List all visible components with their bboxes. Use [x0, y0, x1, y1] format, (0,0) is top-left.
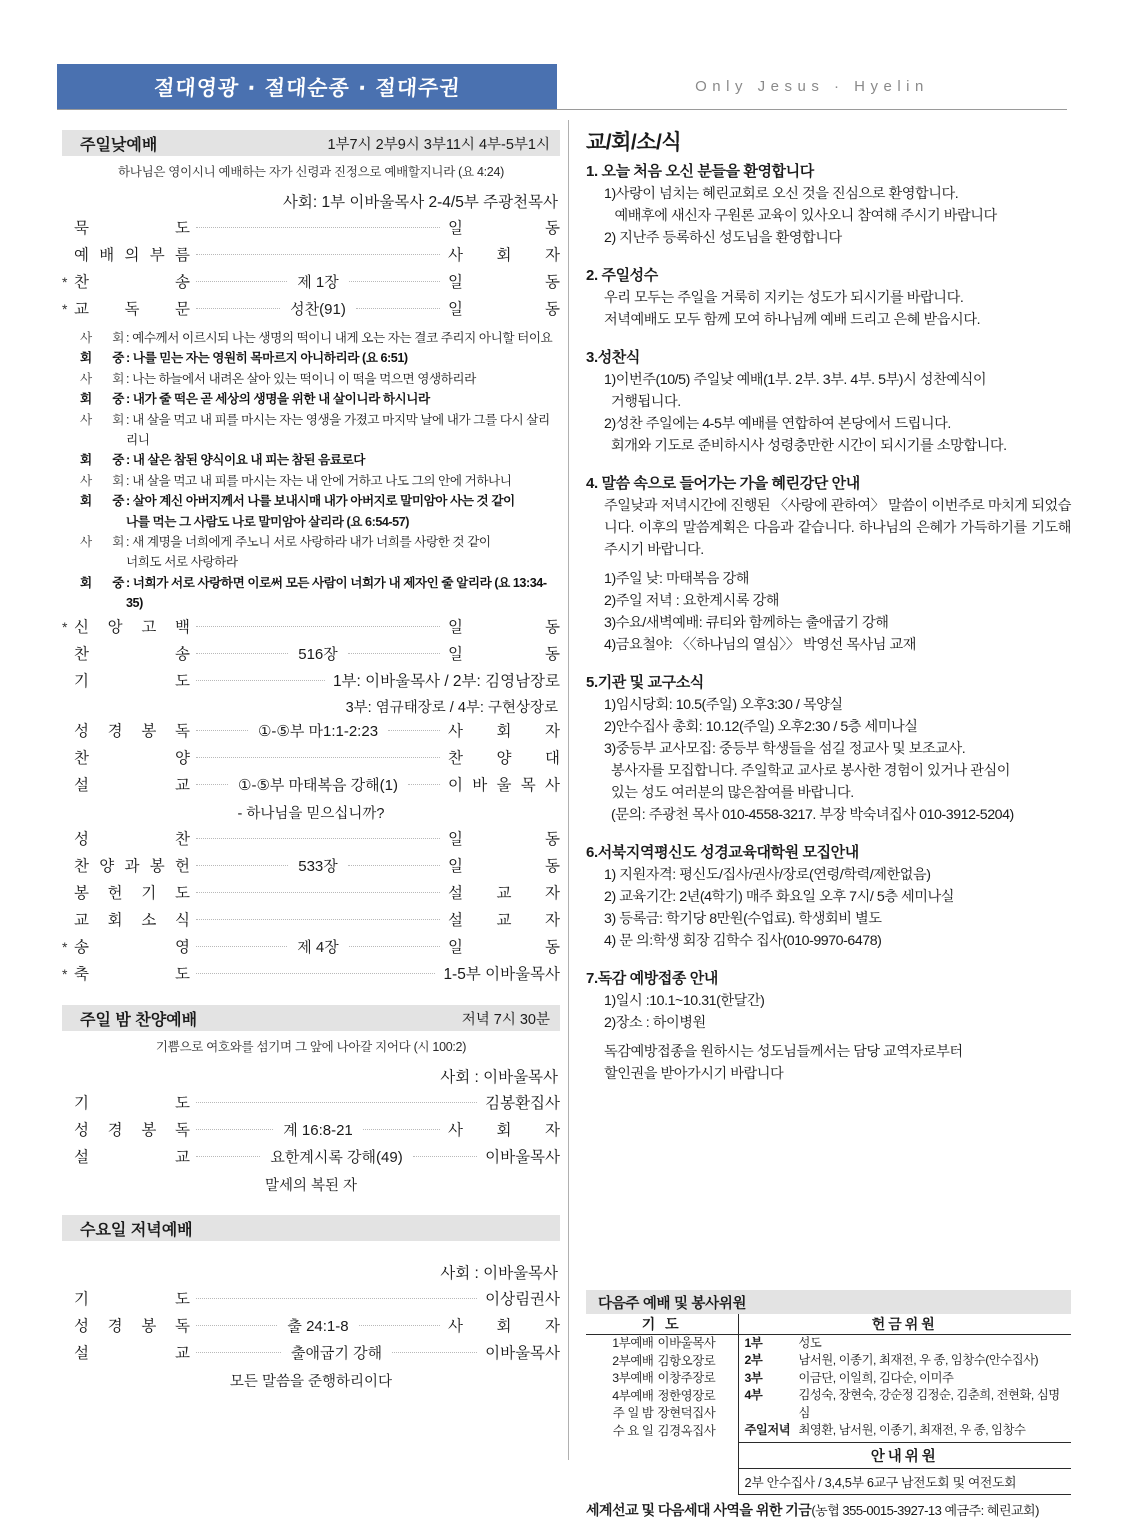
order-dots	[196, 308, 280, 309]
prayer-column-header: 기 도	[586, 1314, 738, 1335]
sermon-subtitle-day: - 하나님을 믿으십니까?	[237, 806, 385, 823]
announcement-line: 1)주일 낮: 마태복음 강해	[604, 571, 749, 587]
responsive-role: 회 중	[80, 453, 124, 468]
guide-column-header: 안내위원	[739, 1442, 1072, 1469]
responsive-line	[62, 573, 560, 614]
order-dots	[196, 1102, 477, 1103]
order-name: 성 경 봉 독	[74, 723, 190, 741]
order-row	[62, 1118, 560, 1145]
order-detail: 516장	[298, 646, 338, 664]
order-name: 설 교	[74, 1149, 190, 1167]
responsive-line	[62, 471, 560, 491]
order-who: 일 동	[448, 274, 560, 291]
order-name: 축 도	[74, 966, 190, 984]
slogan-banner	[57, 64, 557, 109]
sunday-night-title: 주일 밤 찬양예배	[80, 1011, 198, 1029]
order-dots	[348, 653, 440, 654]
order-dots	[196, 973, 435, 974]
responsive-role: 사 회	[80, 371, 124, 386]
announcement-line: 2)주일 저녁 : 요한계시록 강해	[604, 593, 779, 609]
guide-body: 2부 안수집사 / 3,4,5부 6교구 남전도회 및 여전도회	[739, 1469, 1072, 1495]
announcement-line: 1)일시 :10.1~10.31(한달간)	[604, 993, 765, 1009]
announcement-line: 있는 성도 여러분의 많은참여를 바랍니다.	[604, 785, 854, 801]
prayer-row	[586, 1388, 738, 1406]
prayer-service-label: 1부예배	[612, 1336, 654, 1350]
order-detail: 출 24:1-8	[287, 1318, 349, 1336]
responsive-role: 사 회	[80, 534, 124, 549]
order-list-a	[62, 216, 560, 324]
order-row	[62, 1314, 560, 1341]
prayer-row	[586, 1370, 738, 1388]
order-who: 사 회 자	[448, 1122, 560, 1140]
prayer-row	[586, 1353, 738, 1371]
order-dots	[349, 281, 440, 282]
announcement-line: 2) 지난주 등록하신 성도님을 환영합니다	[604, 230, 842, 246]
order-detail: 533장	[298, 858, 338, 876]
announcement-item	[586, 671, 1071, 826]
responsive-text: : 새 계명을 너희에게 주노니 서로 사랑하라 내가 너희를 사랑한 것 같이	[126, 534, 491, 549]
sunday-night-verse: 기쁨으로 여호와를 섬기며 그 앞에 나아갈 지어다 (시 100:2)	[155, 1040, 467, 1055]
announcement-line: (문의: 주광천 목사 010-4558-3217. 부장 박숙녀집사 010-3912-5204)	[604, 807, 1014, 823]
offering-people: 김성숙, 장현숙, 강순정 김정순, 김춘희, 전현화, 심명심	[798, 1388, 1060, 1420]
right-column	[586, 126, 1071, 1100]
prayer-person: 김경옥집사	[657, 1424, 716, 1439]
order-dots	[196, 838, 440, 839]
offering-row	[739, 1352, 1072, 1369]
order-detail: 요한계시록 강해(49)	[270, 1149, 403, 1167]
order-row	[62, 243, 560, 270]
sunday-night-times: 저녁 7시 30분	[461, 1011, 550, 1028]
order-who: 사 회 자	[448, 247, 560, 264]
announcement-heading: 1. 오늘 처음 오신 분들을 환영합니다	[586, 163, 814, 180]
announcement-line: 1) 지원자격: 평신도/집사/권사/장로(연령/학력/제한없음)	[604, 867, 931, 883]
wednesday-leader: 사회 : 이바울목사	[440, 1265, 558, 1283]
sunday-night-leader: 사회 : 이바울목사	[440, 1069, 558, 1087]
announcement-line: 봉사자를 모집합니다. 주일학교 교사로 봉사한 경험이 있거나 관심이	[604, 763, 1011, 779]
prayer-service-label: 수 요 일	[612, 1424, 654, 1439]
announcement-item	[586, 967, 1071, 1085]
order-dots	[196, 227, 440, 228]
order-name: 성 찬	[74, 831, 190, 849]
offering-service-label: 3부	[744, 1370, 763, 1385]
announcement-line: 3)중등부 교사모집: 중등부 학생들을 섬길 정교사 및 보조교사.	[604, 741, 966, 757]
announcement-line: 우리 모두는 주일을 거룩히 지키는 성도가 되시기를 바랍니다.	[604, 290, 964, 306]
offering-people: 남서원, 이종기, 최재전, 우 종, 임창수(안수집사)	[798, 1353, 1039, 1368]
announcement-line: 2)성찬 주일에는 4-5부 예배를 연합하여 본당에서 드립니다.	[604, 416, 951, 432]
order-list-night	[62, 1091, 560, 1172]
order-row	[62, 881, 560, 908]
prayer-row	[586, 1335, 738, 1353]
order-dots	[196, 946, 287, 947]
announcement-line: 1)사랑이 넘치는 혜린교회로 오신 것을 진심으로 환영합니다.	[604, 186, 959, 202]
announcement-line: 2)장소 : 하이병원	[604, 1015, 706, 1031]
announcement-line: 4) 문 의:학생 회장 김학수 집사(010-9970-6478)	[604, 933, 882, 949]
announcement-heading: 7.독감 예방접종 안내	[586, 970, 718, 987]
order-name: 송 영	[74, 939, 190, 957]
fund-note-account: (농협 355-0015-3927-13 예금주: 혜린교회)	[811, 1502, 1039, 1518]
duty-table-grid	[586, 1314, 1071, 1495]
order-who: 설 교 자	[448, 885, 560, 903]
order-row	[62, 270, 560, 297]
responsive-reading	[62, 328, 560, 613]
prayer-person: 이바울목사	[657, 1336, 716, 1350]
responsive-role: 회 중	[80, 575, 124, 590]
order-row	[62, 827, 560, 854]
offering-row	[739, 1422, 1072, 1439]
order-star: *	[62, 619, 68, 636]
announcement-trailing-line: 할인권을 받아가시기 바랍니다	[604, 1066, 784, 1082]
order-name: 신 앙 고 백	[74, 619, 190, 637]
sunday-day-times: 1부7시 2부9시 3부11시 4부-5부1시	[327, 136, 550, 153]
responsive-role: 회 중	[80, 494, 124, 509]
order-name: 교 독 문	[74, 301, 190, 318]
order-detail: 제 1장	[297, 274, 339, 291]
order-name: 기 도	[74, 1291, 190, 1309]
prayer-service-label: 주 일 밤	[612, 1406, 654, 1421]
announcement-line: 3)수요/새벽예배: 큐티와 함께하는 출애굽기 강해	[604, 615, 889, 631]
responsive-line	[62, 450, 560, 470]
order-dots	[196, 919, 440, 920]
offering-service-label: 4부	[744, 1388, 763, 1403]
order-star: *	[62, 274, 68, 290]
announcement-line: 예배후에 새신자 구원론 교육이 있사오니 참여해 주시기 바랍니다	[604, 208, 997, 224]
order-name: 봉 헌 기 도	[74, 885, 190, 903]
announcement-line: 2)안수집사 총회: 10.12(주일) 오후2:30 / 5층 세미나실	[604, 719, 918, 735]
announcement-heading: 2. 주일성수	[586, 267, 658, 284]
column-divider	[568, 120, 569, 1460]
announcement-trailing-line: 독감예방접종을 원하시는 성도님들께서는 담당 교역자로부터	[604, 1044, 963, 1060]
order-row	[62, 746, 560, 773]
responsive-text: : 나를 믿는 자는 영원히 목마르지 아니하리라 (요 6:51)	[126, 351, 408, 366]
sermon-subtitle-night: 말세의 복된 자	[264, 1178, 358, 1195]
section-header-wednesday	[62, 1215, 560, 1241]
announcement-heading: 3.성찬식	[586, 349, 640, 366]
order-row	[62, 773, 560, 800]
order-name: 찬 양 과 봉 헌	[74, 858, 190, 876]
offering-people: 최영환, 남서원, 이종기, 최재전, 우 종, 임창수	[798, 1423, 1026, 1438]
order-dots	[363, 1129, 440, 1130]
slogan-text: 절대영광 · 절대순종 · 절대주권	[152, 75, 462, 100]
announcement-item	[586, 472, 1071, 656]
announcements-list	[586, 160, 1071, 1100]
order-row	[62, 1287, 560, 1314]
order-dots	[408, 784, 440, 785]
header-divider	[57, 109, 1067, 110]
order-row	[62, 854, 560, 881]
order-dots	[196, 1325, 277, 1326]
responsive-text: : 너희가 서로 사랑하면 이로써 모든 사람이 너희가 내 제자인 줄 알리라 (요 13:34-35)	[126, 575, 547, 611]
order-dots	[196, 1156, 260, 1157]
order-row	[62, 908, 560, 935]
order-detail: 성찬(91)	[290, 301, 346, 318]
order-dots	[348, 865, 440, 866]
page-header	[57, 64, 1067, 109]
order-who: 이 바 울 목 사	[448, 777, 560, 795]
order-name: 기 도	[74, 673, 190, 691]
prayer-row	[586, 1423, 738, 1441]
prayer-person: 이창주장로	[657, 1371, 716, 1386]
announcement-line: 1)이번주(10/5) 주일낮 예배(1부. 2부. 3부. 4부. 5부)시 성찬예식이	[604, 372, 987, 388]
offering-people: 성도	[798, 1336, 822, 1350]
responsive-text: : 살아 계신 아버지께서 나를 보내시매 내가 아버지로 말미암아 사는 것 같이	[126, 494, 515, 509]
announcement-item	[586, 841, 1071, 952]
prayer-line-2: 3부: 염규태장로 / 4부: 구현상장로	[345, 700, 558, 717]
order-name: 교 회 소 식	[74, 912, 190, 930]
announcement-heading: 5.기관 및 교구소식	[586, 674, 704, 691]
offering-row	[739, 1335, 1072, 1352]
order-who: 김봉환집사	[485, 1095, 560, 1113]
order-detail: ①-⑤부 마태복음 강해(1)	[238, 777, 398, 795]
offering-row	[739, 1387, 1072, 1422]
responsive-line	[62, 348, 560, 368]
order-dots	[196, 1129, 273, 1130]
order-row	[62, 719, 560, 746]
order-row	[62, 935, 560, 962]
order-dots	[196, 680, 325, 681]
sunday-day-verse: 하나님은 영이시니 예배하는 자가 신령과 진정으로 예배할지니라 (요 4:24)	[118, 165, 504, 179]
order-row	[62, 216, 560, 243]
order-dots	[196, 1298, 477, 1299]
sermon-subtitle-wed: 모든 말씀을 준행하리이다	[229, 1374, 393, 1391]
order-dots	[196, 653, 288, 654]
order-dots	[196, 1352, 281, 1353]
order-row	[62, 1091, 560, 1118]
order-dots	[196, 892, 440, 893]
order-who: 사 회 자	[448, 1318, 560, 1336]
offering-people: 이금단, 이일희, 김다순, 이미주	[798, 1370, 954, 1385]
order-who: 일 동	[448, 619, 560, 637]
sunday-day-leader: 사회: 1부 이바울목사 2-4/5부 주광천목사	[282, 194, 558, 211]
order-dots	[196, 784, 228, 785]
responsive-role: 사 회	[80, 473, 124, 488]
responsive-line-cont: 너희도 서로 사랑하라	[126, 555, 238, 570]
announcement-item	[586, 264, 1071, 331]
responsive-text: : 내 살을 먹고 내 피를 마시는 자는 내 안에 거하고 나도 그의 안에 거하나니	[126, 473, 512, 488]
order-list-wed	[62, 1287, 560, 1368]
order-dots	[359, 1325, 440, 1326]
offering-row	[739, 1370, 1072, 1387]
order-row	[62, 642, 560, 669]
order-name: 찬 송	[74, 646, 190, 664]
order-name: 묵 도	[74, 220, 190, 237]
offering-cell	[738, 1335, 1071, 1495]
responsive-text: : 내가 줄 떡은 곧 세상의 생명을 위한 내 살이니라 하시니라	[126, 392, 430, 407]
announcements-title: 교/회/소/식	[586, 131, 682, 154]
responsive-text: : 예수께서 이르시되 나는 생명의 떡이니 내게 오는 자는 결코 주리지 아니할 터이요	[126, 331, 553, 345]
announcement-line: 3) 등록금: 학기당 8만원(수업료). 학생회비 별도	[604, 911, 882, 927]
order-row	[62, 615, 560, 642]
section-header-sunday-night	[62, 1005, 560, 1031]
announcement-heading: 4. 말씀 속으로 들어가는 가을 혜린강단 안내	[586, 475, 860, 492]
announcement-item	[586, 346, 1071, 457]
offering-service-label: 주일저녁	[744, 1423, 791, 1438]
order-dots	[196, 730, 248, 731]
order-who: 이바울목사	[485, 1149, 560, 1167]
order-star: *	[62, 939, 68, 956]
prayer-service-label: 3부예배	[612, 1371, 654, 1386]
order-who: 일 동	[448, 646, 560, 664]
order-detail: 계 16:8-21	[283, 1122, 353, 1140]
order-who: 이상림권사	[485, 1291, 560, 1309]
order-dots	[356, 308, 440, 309]
section-header-sunday-day	[62, 130, 560, 156]
sunday-day-title: 주일낮예배	[80, 136, 158, 154]
order-who: 일 동	[448, 220, 560, 237]
announcement-line: 1)임시당회: 10.5(주일) 오후3:30 / 목양실	[604, 697, 843, 713]
announcement-line: 2) 교육기간: 2년(4학기) 매주 화요일 오후 7시/ 5층 세미나실	[604, 889, 955, 905]
order-detail: ①-⑤부 마1:1-2:23	[257, 723, 379, 741]
responsive-role: 회 중	[80, 392, 124, 407]
order-dots	[196, 254, 440, 255]
announcement-item	[586, 160, 1071, 249]
order-who: 일 동	[448, 858, 560, 876]
order-row	[62, 1341, 560, 1368]
wednesday-title: 수요일 저녁예배	[80, 1221, 193, 1239]
responsive-line	[62, 328, 560, 348]
prayer-person: 정한영장로	[657, 1388, 716, 1403]
brand-area	[557, 64, 1067, 109]
order-list-c	[62, 719, 560, 800]
order-who: 이바울목사	[485, 1345, 561, 1363]
left-column	[62, 130, 560, 1395]
responsive-line	[62, 491, 560, 511]
announcement-heading: 6.서북지역평신도 성경교육대학원 모집안내	[586, 844, 859, 861]
responsive-line	[62, 369, 560, 389]
responsive-text: : 나는 하늘에서 내려온 살아 있는 떡이니 이 떡을 먹으면 영생하리라	[126, 371, 476, 386]
prayer-person: 장현덕집사	[657, 1406, 716, 1421]
order-dots	[196, 865, 288, 866]
offering-column-header: 헌금위원	[738, 1314, 1071, 1335]
order-who: 설 교 자	[448, 912, 560, 930]
order-who: 일 동	[448, 939, 560, 957]
order-star: *	[62, 966, 68, 983]
offering-service-label: 1부	[744, 1336, 763, 1350]
order-row	[62, 962, 560, 989]
offering-service-label: 2부	[744, 1353, 763, 1368]
order-name: 예 배 의 부 름	[74, 247, 190, 264]
responsive-text: : 내 살은 참된 양식이요 내 피는 참된 음료로다	[126, 453, 366, 468]
order-name: 기 도	[74, 1095, 190, 1113]
order-who: 일 동	[448, 831, 560, 849]
order-row	[62, 1145, 560, 1172]
prayer-service-label: 2부예배	[612, 1353, 654, 1368]
order-dots	[196, 757, 440, 758]
order-who: 1-5부 이바울목사	[443, 966, 560, 984]
order-name: 설 교	[74, 777, 190, 795]
announcement-paragraph: 주일낮과 저녁시간에 진행된 〈사랑에 관하여〉 말씀이 이번주로 마치게 되었습니다. 이후의 말씀계획은 다음과 같습니다. 하나님의 은혜가 가득하기를 기도해 주시기 바랍니다.	[604, 498, 1071, 558]
responsive-line	[62, 532, 560, 552]
brand-text: Only Jesus · Hyelin	[695, 78, 929, 95]
order-who: 1부: 이바울목사 / 2부: 김영남장로	[332, 673, 560, 691]
responsive-line	[62, 389, 560, 409]
order-dots	[196, 281, 287, 282]
order-list-b	[62, 615, 560, 669]
responsive-role: 사 회	[80, 331, 124, 345]
announcement-line: 저녁예배도 모두 함께 모여 하나님께 예배 드리고 은혜 받읍시다.	[604, 312, 981, 328]
order-who: 일 동	[448, 301, 560, 318]
responsive-role: 사 회	[80, 412, 124, 427]
order-name: 성 경 봉 독	[74, 1318, 190, 1336]
order-dots	[388, 730, 440, 731]
responsive-role: 회 중	[80, 351, 124, 366]
prayer-row	[586, 1405, 738, 1423]
order-detail: 출애굽기 강해	[291, 1345, 383, 1363]
announcement-line: 회개와 기도로 준비하시사 성령충만한 시간이 되시기를 소망합니다.	[604, 438, 1007, 454]
order-name: 설 교	[74, 1345, 190, 1363]
order-name: 찬 송	[74, 274, 190, 291]
order-name: 성 경 봉 독	[74, 1122, 190, 1140]
order-star: *	[62, 301, 68, 317]
order-detail: 제 4장	[297, 939, 339, 957]
prayer-person: 김항오장로	[657, 1353, 716, 1368]
order-who: 사 회 자	[448, 723, 560, 741]
prayer-cell	[586, 1335, 738, 1495]
responsive-line	[62, 410, 560, 451]
order-who: 찬 양 대	[448, 750, 560, 768]
order-name: 찬 양	[74, 750, 190, 768]
order-dots	[196, 626, 440, 627]
order-dots	[392, 1352, 477, 1353]
order-dots	[349, 946, 440, 947]
order-row-prayer	[62, 669, 560, 696]
order-list-d	[62, 827, 560, 989]
duty-table-title: 다음주 예배 및 봉사위원	[586, 1290, 1071, 1314]
duty-table	[586, 1290, 1071, 1520]
announcement-line: 거행됩니다.	[604, 394, 681, 410]
fund-note	[586, 1495, 1071, 1520]
order-row	[62, 297, 560, 324]
prayer-service-label: 4부예배	[612, 1388, 654, 1403]
responsive-text: : 내 살을 먹고 내 피를 마시는 자는 영생을 가졌고 마지막 날에 내가 그를 다시 살리리니	[126, 412, 550, 447]
order-dots	[413, 1156, 477, 1157]
fund-note-bold: 세계선교 및 다음세대 사역을 위한 기금	[586, 1501, 812, 1518]
announcement-line: 4)금요철야: 〈〈하나님의 열심〉〉 박영선 목사님 교재	[604, 637, 917, 653]
responsive-line-cont: 나를 먹는 그 사람도 나로 말미암아 살리라 (요 6:54-57)	[126, 514, 410, 529]
